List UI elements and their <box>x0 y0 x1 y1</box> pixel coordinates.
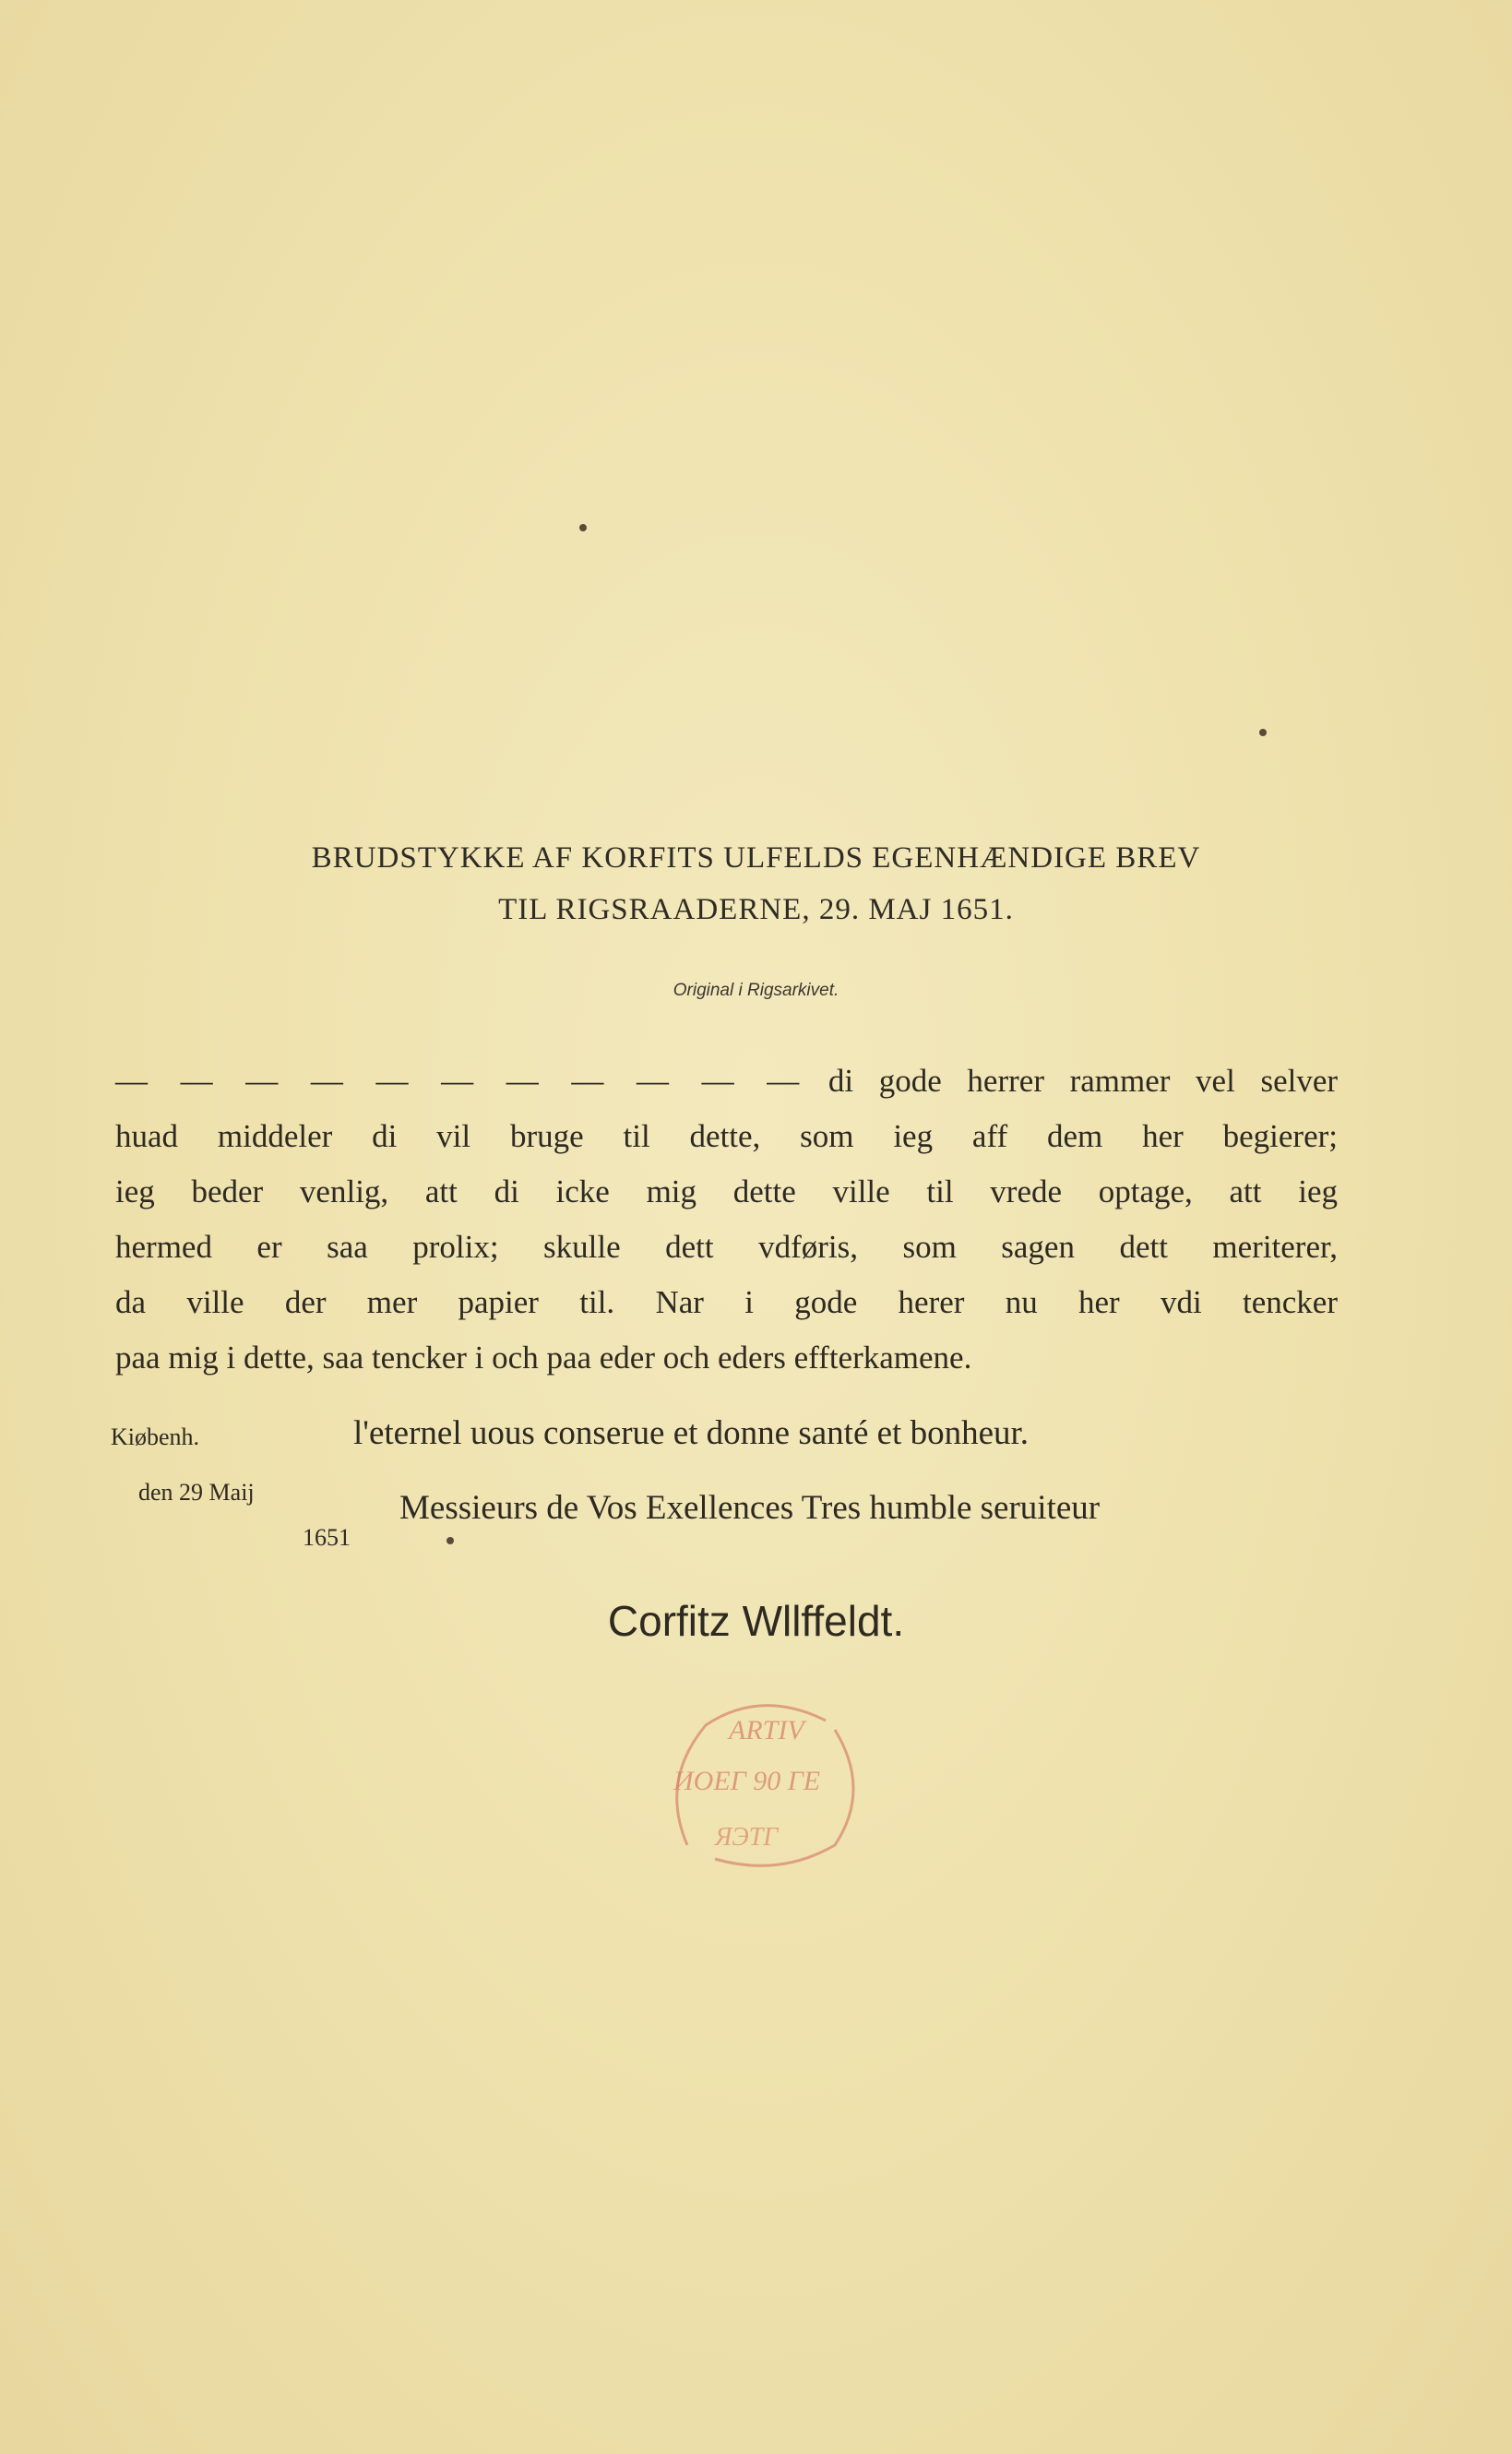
heading-line-1: BRUDSTYKKE AF KORFITS ULFELDS EGENHÆNDIGE BREV <box>311 841 1201 875</box>
ink-speck <box>1259 729 1267 736</box>
heading-line-2: TIL RIGSRAADERNE, 29. MAJ 1651. <box>498 893 1014 926</box>
dateline-place: Kiøbenh. <box>111 1424 200 1450</box>
letter-line-2: huad middeler di vil bruge til dette, som ieg aff dem her begierer; <box>115 1118 1338 1154</box>
archive-stamp <box>650 1688 881 1873</box>
omission-dashes: — — — — — — — — — — — <box>115 1063 804 1099</box>
letter-line-4: hermed er saa prolix; skulle dett vdføris, som sagen dett meriterer, <box>115 1229 1338 1265</box>
signature: Corfitz Wllffeldt. <box>607 1597 905 1645</box>
stamp-text-middle: ИОЕГ 90 ГЕ <box>673 1766 821 1796</box>
dateline-date: den 29 Maij <box>138 1479 255 1506</box>
ink-speck <box>579 524 587 531</box>
letter-line-1-text: di gode herrer rammer vel selver <box>827 1063 1339 1099</box>
ink-speck <box>446 1537 454 1544</box>
stamp-text-top: ARTIV <box>729 1715 804 1745</box>
dateline-year: 1651 <box>303 1524 351 1551</box>
closing-line-2: Messieurs de Vos Exellences Tres humble seruiteur <box>399 1489 1101 1527</box>
letter-line-5: da ville der mer papier til. Nar i gode herer nu her vdi tencker <box>115 1284 1338 1320</box>
letter-line-1 <box>115 1054 1338 1109</box>
stamp-text-bottom: ЯЭТГ <box>715 1823 779 1852</box>
letter-line-3: ieg beder venlig, att di icke mig dette ville til vrede optage, att ieg <box>115 1173 1338 1209</box>
source-note: Original i Rigsarkivet. <box>673 981 839 1000</box>
letter-line-6: paa mig i dette, saa tencker i och paa eder och eders effterkamene. <box>115 1340 972 1376</box>
letter-body <box>115 1054 1338 1386</box>
closing-line-1: l'eternel uous conserue et donne santé et bonheur. <box>353 1414 1030 1452</box>
